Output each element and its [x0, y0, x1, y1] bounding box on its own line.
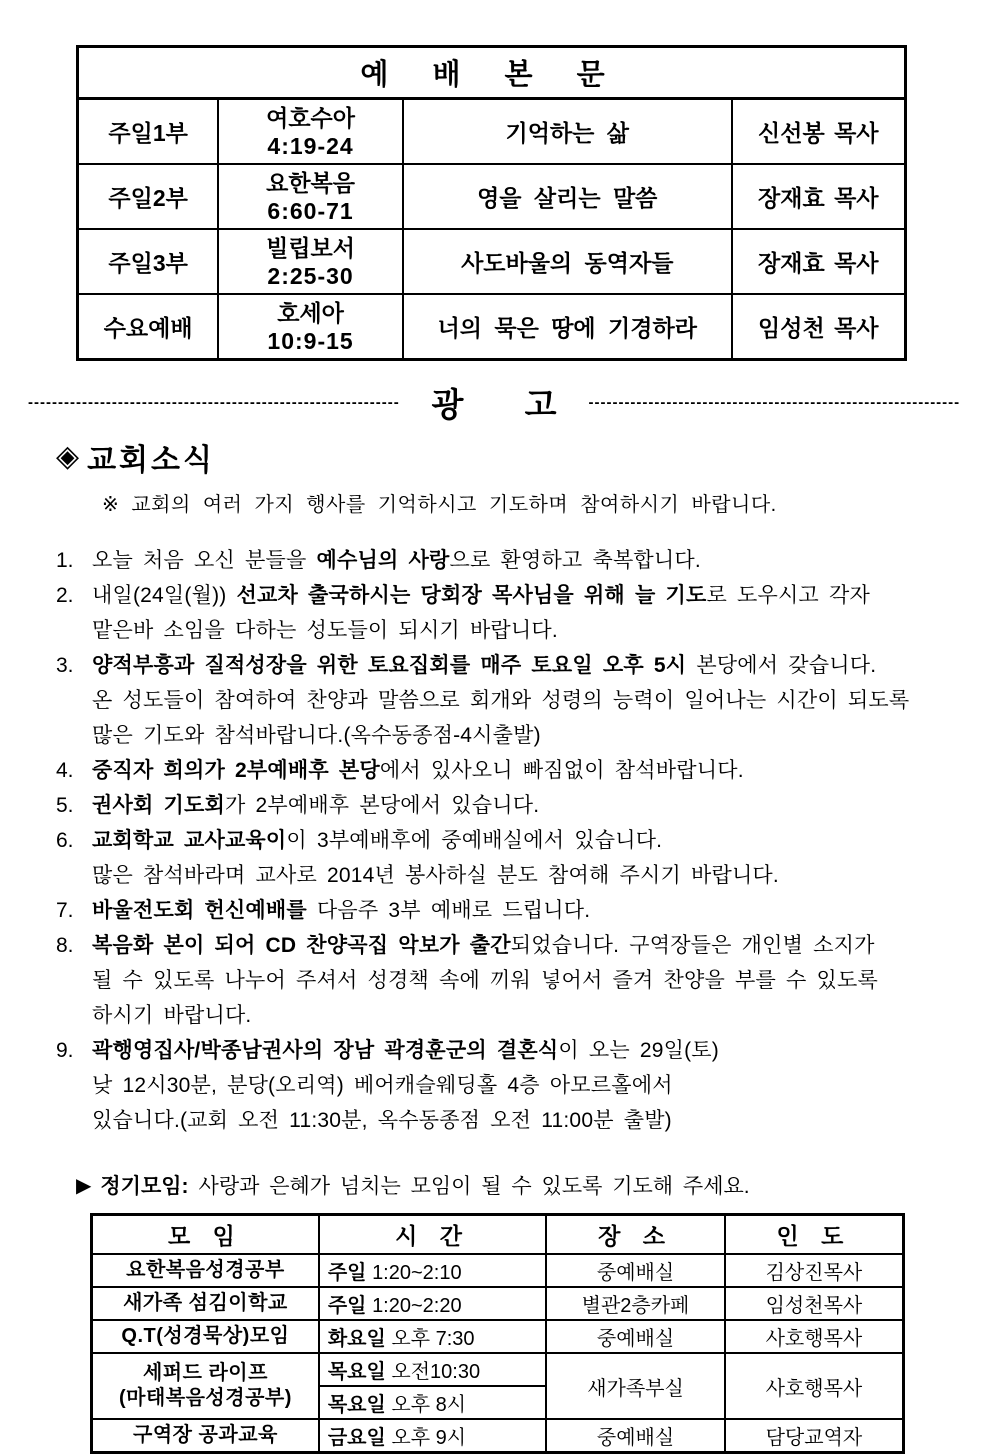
- sermon-title-cell: 영을 살리는 말씀: [403, 164, 732, 229]
- list-item: [56, 823, 956, 893]
- list-item-line: [92, 648, 956, 683]
- list-item-line: [92, 1033, 956, 1068]
- church-news-note: ※ 교회의 여러 가지 행사를 기억하시고 기도하며 참여하시기 바랍니다.: [102, 494, 777, 516]
- text-segment: 있습니다.(교회 오전 11:30분, 옥수동종점 오전 11:00분 출발): [92, 1109, 672, 1132]
- meeting-time-cell: [319, 1419, 546, 1453]
- list-item-line: [92, 893, 956, 928]
- table-row: [92, 1320, 904, 1353]
- meeting-day: 주일: [327, 1262, 367, 1284]
- text-segment: 에서 있사오니 빠짐없이 참석바랍니다.: [379, 759, 744, 782]
- list-item: [56, 578, 956, 648]
- table-row: [92, 1254, 904, 1287]
- scripture-cell: [218, 99, 403, 165]
- triangle-bullet-icon: ▶: [76, 1174, 92, 1197]
- meeting-place-cell: 중예배실: [546, 1254, 725, 1287]
- column-header: 시 간: [319, 1215, 546, 1255]
- meeting-day: 목요일: [327, 1361, 386, 1383]
- meeting-name-line2: (마태복음성경공부): [118, 1387, 292, 1409]
- regular-meetings-heading: [76, 1170, 992, 1200]
- meeting-day: 화요일: [327, 1328, 386, 1350]
- list-item-line: [92, 578, 956, 613]
- list-item-line: [92, 718, 956, 753]
- scripture-cell: [218, 294, 403, 360]
- service-name-cell: 주일3부: [78, 229, 219, 294]
- church-news-list: [56, 543, 956, 1138]
- column-header: 인 도: [725, 1215, 904, 1255]
- list-item-number: 9.: [56, 1039, 74, 1062]
- text-segment: 중직자 희의가 2부예배후 본당: [92, 759, 380, 782]
- list-item-line: [92, 1068, 956, 1103]
- meeting-time-cell: [319, 1254, 546, 1287]
- meeting-place-cell: 별관2층카페: [546, 1287, 725, 1320]
- text-segment: 본당에서 갖습니다.: [686, 654, 877, 677]
- list-item-text: [92, 1033, 956, 1138]
- text-segment: 오늘 처음 오신 분들을: [92, 549, 317, 572]
- list-item-text: [92, 543, 956, 578]
- list-item-number: 7.: [56, 899, 74, 922]
- meeting-name: 세퍼드 라이프: [142, 1362, 268, 1384]
- list-item: [56, 893, 956, 928]
- list-item-line: [92, 823, 956, 858]
- worship-table-title: 예 배 본 문: [78, 47, 906, 99]
- text-segment: 으로 환영하고 축복합니다.: [449, 549, 701, 572]
- text-segment: 많은 참석바라며 교사로 2014년 봉사하실 분도 참여해 주시기 바랍니다.: [92, 864, 779, 887]
- meeting-name: 새가족 섬김이학교: [123, 1292, 288, 1314]
- list-item-line: [92, 858, 956, 893]
- list-item-number: 5.: [56, 794, 74, 817]
- scripture-cell: [218, 164, 403, 229]
- text-segment: 많은 기도와 참석바랍니다.(옥수동종점-4시출발): [92, 724, 541, 747]
- diamond-icon: ◈: [56, 440, 80, 473]
- list-item-text: [92, 753, 956, 788]
- service-name-cell: 주일2부: [78, 164, 219, 229]
- sermon-title-cell: 기억하는 삶: [403, 99, 732, 165]
- text-segment: 이 3부예배후에 중예배실에서 있습니다.: [286, 829, 663, 852]
- sermon-title-cell: 너의 묵은 땅에 기경하라: [403, 294, 732, 360]
- table-row: [78, 229, 906, 294]
- meeting-day: 금요일: [327, 1427, 386, 1449]
- meeting-name-cell: [92, 1419, 319, 1453]
- text-segment: 예수님의 사랑: [316, 549, 450, 572]
- text-segment: 로 도우시고 각자: [706, 584, 870, 607]
- meeting-day: 목요일: [327, 1394, 386, 1416]
- list-item: [56, 753, 956, 788]
- meeting-day: 주일: [327, 1295, 367, 1317]
- list-item: [56, 543, 956, 578]
- list-item-text: [92, 823, 956, 893]
- scripture-verse: 4:19-24: [267, 132, 354, 159]
- meeting-time: 오후 9시: [391, 1427, 467, 1449]
- list-item-line: [92, 963, 956, 998]
- list-item-line: [92, 788, 956, 823]
- divider-dashes-right: --------------------------------------------------------------: [588, 393, 961, 411]
- meeting-time: 1:20~2:20: [372, 1295, 462, 1317]
- text-segment: 되었습니다. 구역장들은 개인별 소지가: [510, 934, 875, 957]
- church-news-heading-text: 교회소식: [87, 444, 215, 477]
- list-item-line: [92, 543, 956, 578]
- worship-scripture-table: [76, 45, 907, 361]
- text-segment: 복음화 본이 되어 CD 찬양곡집 악보가 출간: [92, 934, 511, 957]
- table-row: [78, 99, 906, 165]
- list-item: [56, 788, 956, 823]
- scripture-verse: 2:25-30: [267, 262, 354, 289]
- text-segment: 곽행영집사/박종남권사의 장남 곽경훈군의 결혼식: [92, 1039, 559, 1062]
- list-item-number: 4.: [56, 759, 74, 782]
- scripture-verse: 6:60-71: [267, 197, 354, 224]
- scripture-cell: [218, 229, 403, 294]
- column-header: 모 임: [92, 1215, 319, 1255]
- divider-dashes-left: --------------------------------------------------------------: [28, 393, 400, 411]
- table-row: [92, 1287, 904, 1320]
- list-item-text: [92, 893, 956, 928]
- list-item-line: [92, 753, 956, 788]
- list-item: [56, 1033, 956, 1138]
- list-item-text: [92, 578, 956, 648]
- text-segment: 교회학교 교사교육이: [92, 829, 287, 852]
- meeting-leader-cell: 임성천목사: [725, 1287, 904, 1320]
- service-name-cell: 수요예배: [78, 294, 219, 360]
- meeting-name-cell: [92, 1254, 319, 1287]
- regular-meetings-table-header: [92, 1215, 904, 1255]
- meeting-time-cell: [319, 1353, 546, 1386]
- meeting-leader-cell: 김상진목사: [725, 1254, 904, 1287]
- list-item-line: [92, 928, 956, 963]
- text-segment: 맡은바 소임을 다하는 성도들이 되시기 바랍니다.: [92, 619, 558, 642]
- text-segment: 될 수 있도록 나누어 주셔서 성경책 속에 끼워 넣어서 즐겨 찬양을 부를 수 있도록: [92, 969, 878, 992]
- meeting-time: 오후 8시: [391, 1394, 467, 1416]
- text-segment: 선교차 출국하시는 당회장 목사님을 위해 늘 기도: [236, 584, 707, 607]
- text-segment: 온 성도들이 참여하여 찬양과 말씀으로 회개와 성령의 능력이 일어나는 시간이 되도록: [92, 689, 910, 712]
- regular-meetings-table: [90, 1213, 905, 1454]
- table-row: [78, 294, 906, 360]
- meeting-time: 1:20~2:10: [372, 1262, 462, 1284]
- meeting-time-cell: [319, 1287, 546, 1320]
- list-item-line: [92, 1103, 956, 1138]
- text-segment: 내일(24일(월)): [92, 584, 237, 607]
- meeting-name-cell: [92, 1353, 319, 1419]
- meeting-leader-cell: 사호행목사: [725, 1353, 904, 1419]
- regular-meetings-label: 정기모임:: [100, 1175, 189, 1198]
- list-item-line: [92, 683, 956, 718]
- meeting-leader-cell: 사호행목사: [725, 1320, 904, 1353]
- text-segment: 다음주 3부 예배로 드립니다.: [306, 899, 591, 922]
- text-segment: 하시기 바랍니다.: [92, 1004, 252, 1027]
- table-row: [78, 164, 906, 229]
- list-item: [56, 928, 956, 1033]
- meeting-name: 구역장 공과교육: [133, 1424, 278, 1446]
- text-segment: 가 2부예배후 본당에서 있습니다.: [224, 794, 540, 817]
- text-segment: 권사회 기도회: [92, 794, 225, 817]
- table-row: [92, 1419, 904, 1453]
- preacher-cell: 장재효 목사: [732, 164, 906, 229]
- list-item-line: [92, 613, 956, 648]
- meeting-time: 오후 7:30: [391, 1328, 475, 1350]
- meeting-time: 오전10:30: [391, 1361, 481, 1383]
- list-item: [56, 648, 956, 753]
- church-news-heading: [56, 435, 992, 479]
- table-row: [92, 1353, 904, 1386]
- meeting-name: Q.T(성경묵상)모임: [121, 1325, 290, 1347]
- meeting-place-cell: 새가족부실: [546, 1353, 725, 1419]
- meeting-place-cell: 중예배실: [546, 1419, 725, 1453]
- column-header: 장 소: [546, 1215, 725, 1255]
- scripture-verse: 10:9-15: [267, 327, 354, 354]
- meeting-name-cell: [92, 1320, 319, 1353]
- text-segment: 이 오는 29일(토): [558, 1039, 719, 1062]
- list-item-text: [92, 788, 956, 823]
- list-item-number: 6.: [56, 829, 74, 852]
- service-name-cell: 주일1부: [78, 99, 219, 165]
- list-item-text: [92, 928, 956, 1033]
- text-segment: 양적부흥과 질적성장을 위한 토요집회를 매주 토요일 오후 5시: [92, 654, 687, 677]
- list-item-number: 3.: [56, 654, 74, 677]
- scripture-book: 빌립보서: [266, 234, 355, 261]
- meeting-time-cell: [319, 1320, 546, 1353]
- list-item-line: [92, 998, 956, 1033]
- list-item-text: [92, 648, 956, 753]
- list-item-number: 1.: [56, 549, 74, 572]
- scripture-book: 호세아: [277, 299, 344, 326]
- preacher-cell: 장재효 목사: [732, 229, 906, 294]
- preacher-cell: 신선봉 목사: [732, 99, 906, 165]
- meeting-leader-cell: 담당교역자: [725, 1419, 904, 1453]
- text-segment: 바울전도회 헌신예배를: [92, 899, 307, 922]
- preacher-cell: 임성천 목사: [732, 294, 906, 360]
- regular-meetings-subtitle: 사랑과 은혜가 넘치는 모임이 될 수 있도록 기도해 주세요.: [198, 1175, 750, 1198]
- sermon-title-cell: 사도바울의 동역자들: [403, 229, 732, 294]
- meeting-place-cell: 중예배실: [546, 1320, 725, 1353]
- list-item-number: 2.: [56, 584, 74, 607]
- meeting-name: 요한복음성경공부: [126, 1259, 285, 1281]
- meeting-name-cell: [92, 1287, 319, 1320]
- worship-table-title-row: [78, 47, 906, 99]
- announcements-divider-label: 광 고: [431, 385, 583, 423]
- scripture-book: 여호수아: [266, 104, 355, 131]
- list-item-number: 8.: [56, 934, 74, 957]
- text-segment: 낮 12시30분, 분당(오리역) 베어캐슬웨딩홀 4층 아모르홀에서: [92, 1074, 673, 1097]
- scripture-book: 요한복음: [266, 169, 355, 196]
- announcements-divider: [28, 381, 964, 423]
